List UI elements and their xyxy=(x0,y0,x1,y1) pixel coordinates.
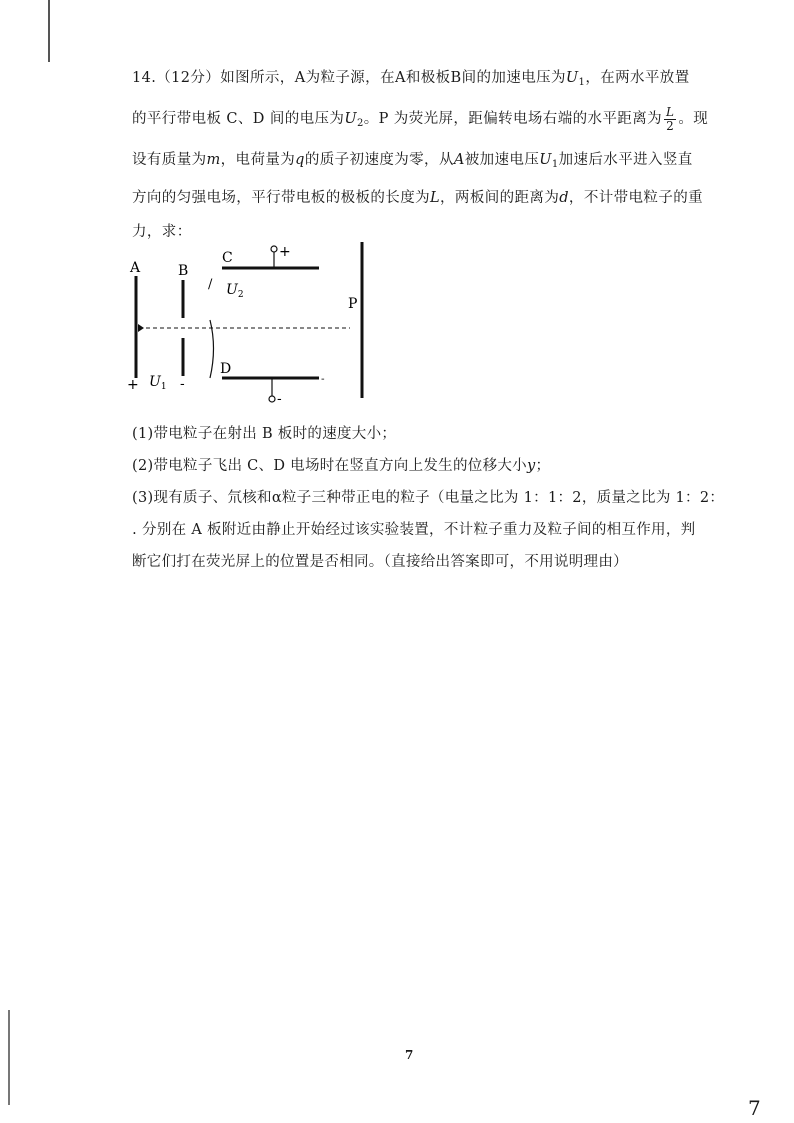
sub-question-2-end: ； xyxy=(535,458,551,474)
sub-question-2 xyxy=(132,450,732,482)
label-A: A xyxy=(130,260,141,276)
sub-question-2-text: (2)带电粒子飞出 C、D 电场时在竖直方向上发生的位移大小 xyxy=(132,458,527,474)
var-m: m xyxy=(206,152,221,168)
stem-text: 。现 xyxy=(678,111,709,127)
label-C: C xyxy=(222,250,233,266)
stem-text: ，电荷量为 xyxy=(220,152,296,168)
subscript: 2 xyxy=(356,118,364,129)
var-d: d xyxy=(559,190,569,206)
slash-mark: / xyxy=(208,277,213,292)
mark-plus-A: + xyxy=(127,377,139,393)
sub-questions xyxy=(132,418,732,578)
var-y: y xyxy=(526,458,536,474)
plate-D-tick: - xyxy=(321,374,325,385)
stem-text: 方向的匀强电场，平行带电板的极板的长度为 xyxy=(132,190,430,206)
fraction-denominator: 2 xyxy=(666,118,675,133)
sub-question-1: (1)带电粒子在射出 B 板时的速度大小； xyxy=(132,426,397,442)
var-U1: U xyxy=(565,70,579,86)
sub-question-3-line-2: ․ 分别在 A 板附近由静止开始经过该实验装置，不计粒子重力及粒子间的相互作用，判 xyxy=(132,522,696,538)
stem-text: 加速后水平进入竖直 xyxy=(558,152,693,168)
stem-line-1 xyxy=(132,58,732,99)
question-14-stem xyxy=(132,58,732,249)
label-U2: $U_2$ xyxy=(226,282,244,300)
stem-text: ，两板间的距离为 xyxy=(440,190,560,206)
mark-minus-B: - xyxy=(180,377,185,392)
page-edge-mark-lower xyxy=(8,1010,10,1105)
page-edge-mark xyxy=(48,0,50,62)
var-A: A xyxy=(453,152,465,168)
stem-text: ，不计带电粒子的重 xyxy=(568,190,704,206)
label-U1: $U_1$ xyxy=(149,374,167,392)
page-number: 7 xyxy=(405,1048,414,1062)
stem-line-3 xyxy=(132,140,732,181)
fraction-numerator: L xyxy=(666,104,675,119)
stem-text: 的质子初速度为零，从 xyxy=(304,152,454,168)
break-mark xyxy=(210,320,214,378)
sub-question-3-line-1: (3)现有质子、氘核和α粒子三种带正电的粒子（电量之比为 1：1：2，质量之比为 1：2： xyxy=(132,490,725,506)
stem-text: 被加速电压 xyxy=(464,152,540,168)
stem-text: 的平行带电板 C、D 间的电压为 xyxy=(132,111,345,127)
stem-line-5: 力，求： xyxy=(132,224,192,240)
terminal-plus: + xyxy=(279,244,291,260)
stem-line-2 xyxy=(132,99,732,140)
label-D: D xyxy=(220,361,232,377)
corner-page-number: 7 xyxy=(748,1096,761,1120)
stem-text: 设有质量为 xyxy=(132,152,207,168)
sub-question-3-line-3: 断它们打在荧光屏上的位置是否相同。（直接给出答案即可，不用说明理由） xyxy=(132,554,628,570)
subscript: 1 xyxy=(551,159,559,170)
terminal-D-node xyxy=(269,396,275,402)
stem-text: 。P 为荧光屏，距偏转电场右端的水平距离为 xyxy=(363,111,662,127)
var-L: L xyxy=(430,190,441,206)
label-B: B xyxy=(178,263,189,279)
terminal-C-node xyxy=(271,246,277,252)
var-q: q xyxy=(295,152,305,168)
var-U1: U xyxy=(539,152,552,168)
apparatus-diagram xyxy=(122,238,382,413)
fraction-L-over-2 xyxy=(664,106,676,133)
stem-line-4 xyxy=(132,181,732,215)
terminal-minus: - xyxy=(277,392,282,407)
stem-text: ，在两水平放置 xyxy=(585,70,690,86)
label-P: P xyxy=(348,296,358,312)
stem-text: 14.（12分）如图所示，A为粒子源，在A和极板B间的加速电压为 xyxy=(132,70,566,86)
subscript: 1 xyxy=(578,77,586,88)
var-U2: U xyxy=(344,111,357,127)
source-arrow xyxy=(138,324,144,332)
